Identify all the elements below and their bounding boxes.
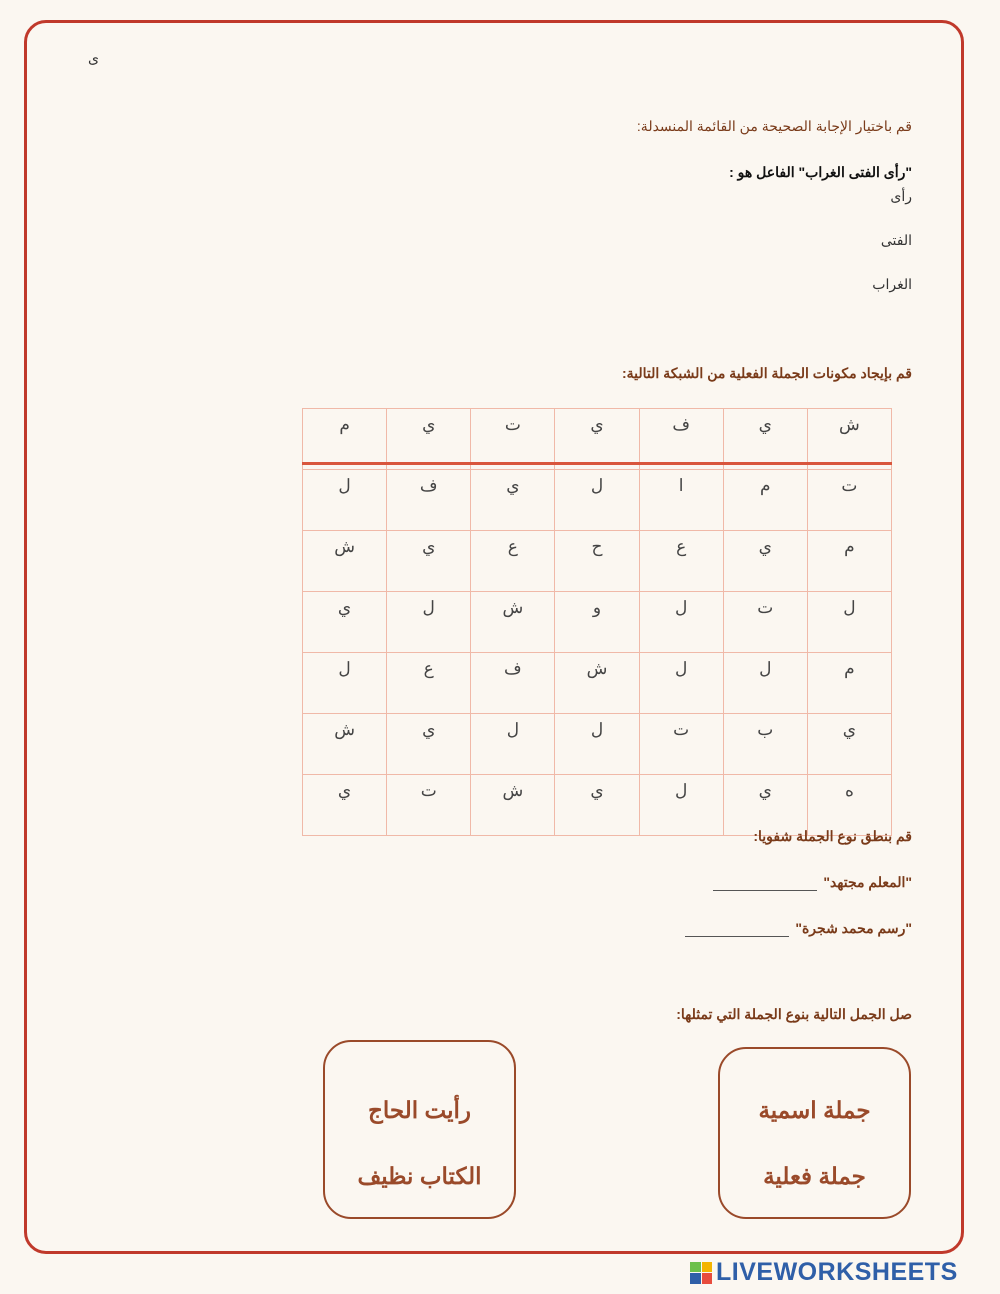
grid-cell[interactable]: ي bbox=[471, 470, 555, 531]
q1-option-3[interactable]: الغراب bbox=[872, 276, 912, 292]
liveworksheets-logo bbox=[690, 1258, 958, 1287]
grid-cell[interactable]: م bbox=[807, 653, 891, 714]
corner-mark: ى bbox=[88, 50, 99, 66]
grid-cell[interactable]: ل bbox=[387, 592, 471, 653]
grid-row bbox=[303, 714, 892, 775]
grid-cell[interactable]: ل bbox=[639, 653, 723, 714]
grid-cell[interactable]: ع bbox=[471, 531, 555, 592]
grid-cell[interactable]: ش bbox=[555, 653, 639, 714]
types-box bbox=[718, 1047, 911, 1219]
grid-cell[interactable]: ل bbox=[555, 714, 639, 775]
match-type-verbal[interactable]: جملة فعلية bbox=[763, 1163, 866, 1189]
grid-cell[interactable]: ل bbox=[639, 775, 723, 836]
grid-cell[interactable]: ش bbox=[303, 531, 387, 592]
q3-answer-1-blank[interactable] bbox=[713, 875, 817, 891]
grid-cell[interactable]: ه bbox=[807, 775, 891, 836]
q1-option-1[interactable]: رأى bbox=[890, 188, 912, 204]
grid-cell[interactable]: ل bbox=[807, 592, 891, 653]
grid-row bbox=[303, 592, 892, 653]
grid-cell[interactable]: ف bbox=[639, 409, 723, 470]
grid-cell[interactable]: ع bbox=[387, 653, 471, 714]
grid-cell[interactable]: م bbox=[723, 470, 807, 531]
grid-cell[interactable]: ل bbox=[471, 714, 555, 775]
grid-cell[interactable]: ح bbox=[555, 531, 639, 592]
grid-cell[interactable]: ل bbox=[639, 592, 723, 653]
q3-answer-2-blank[interactable] bbox=[685, 921, 789, 937]
q3-instruction: قم بنطق نوع الجملة شفويا: bbox=[753, 828, 912, 844]
grid-cell[interactable]: ل bbox=[303, 653, 387, 714]
grid-cell[interactable]: ي bbox=[387, 409, 471, 470]
match-type-nominal[interactable]: جملة اسمية bbox=[758, 1097, 871, 1123]
q3-sentence-2-row bbox=[685, 920, 912, 937]
grid-cell[interactable]: ي bbox=[303, 592, 387, 653]
q1-stem: "رأى الفتى الغراب" الفاعل هو : bbox=[729, 164, 912, 180]
grid-cell[interactable]: ل bbox=[555, 470, 639, 531]
grid-row bbox=[303, 531, 892, 592]
grid-row bbox=[303, 653, 892, 714]
grid-cell[interactable]: ي bbox=[303, 775, 387, 836]
q3-sentence-2: "رسم محمد شجرة" bbox=[795, 920, 912, 936]
grid-row bbox=[303, 409, 892, 470]
grid-cell[interactable]: ف bbox=[471, 653, 555, 714]
q1-instruction: قم باختيار الإجابة الصحيحة من القائمة المنسدلة: bbox=[636, 118, 912, 134]
q2-instruction: قم بإيجاد مكونات الجملة الفعلية من الشبكة التالية: bbox=[622, 365, 912, 381]
grid-cell[interactable]: ي bbox=[387, 714, 471, 775]
grid-cell[interactable]: ف bbox=[387, 470, 471, 531]
grid-cell[interactable]: ي bbox=[387, 531, 471, 592]
grid-cell[interactable]: ل bbox=[303, 470, 387, 531]
grid-cell[interactable]: ي bbox=[723, 531, 807, 592]
sentences-box bbox=[323, 1040, 516, 1219]
grid-cell[interactable]: ع bbox=[639, 531, 723, 592]
q3-sentence-1: "المعلم مجتهد" bbox=[823, 874, 912, 890]
grid-cell[interactable]: ي bbox=[807, 714, 891, 775]
grid-row bbox=[303, 775, 892, 836]
grid-cell[interactable]: ت bbox=[471, 409, 555, 470]
grid-row bbox=[303, 470, 892, 531]
grid-cell[interactable]: ب bbox=[723, 714, 807, 775]
q1-option-2[interactable]: الفتى bbox=[880, 232, 912, 248]
grid-cell[interactable]: ي bbox=[555, 409, 639, 470]
q3-sentence-1-row bbox=[713, 874, 912, 891]
grid-cell[interactable]: ش bbox=[807, 409, 891, 470]
grid-cell[interactable]: ا bbox=[639, 470, 723, 531]
match-sentence-2[interactable]: الكتاب نظيف bbox=[357, 1163, 482, 1189]
grid-cell[interactable]: ي bbox=[723, 409, 807, 470]
grid-cell[interactable]: ت bbox=[807, 470, 891, 531]
grid-cell[interactable]: ت bbox=[639, 714, 723, 775]
q4-instruction: صل الجمل التالية بنوع الجملة التي تمثلها: bbox=[676, 1006, 912, 1022]
brand-name: LIVEWORKSHEETS bbox=[716, 1258, 958, 1286]
match-sentence-1[interactable]: رأيت الحاج bbox=[368, 1097, 471, 1123]
grid-cell[interactable]: ي bbox=[723, 775, 807, 836]
grid-cell[interactable]: ش bbox=[303, 714, 387, 775]
grid-cell[interactable]: م bbox=[807, 531, 891, 592]
grid-cell[interactable]: ي bbox=[555, 775, 639, 836]
grid-cell[interactable]: ش bbox=[471, 592, 555, 653]
grid-cell[interactable]: و bbox=[555, 592, 639, 653]
selection-line bbox=[302, 462, 892, 465]
grid-cell[interactable]: م bbox=[303, 409, 387, 470]
word-search-grid bbox=[302, 408, 892, 836]
grid-cell[interactable]: ت bbox=[723, 592, 807, 653]
liveworksheets-logo-icon bbox=[690, 1262, 712, 1284]
grid-cell[interactable]: ل bbox=[723, 653, 807, 714]
grid-cell[interactable]: ش bbox=[471, 775, 555, 836]
grid-cell[interactable]: ت bbox=[387, 775, 471, 836]
